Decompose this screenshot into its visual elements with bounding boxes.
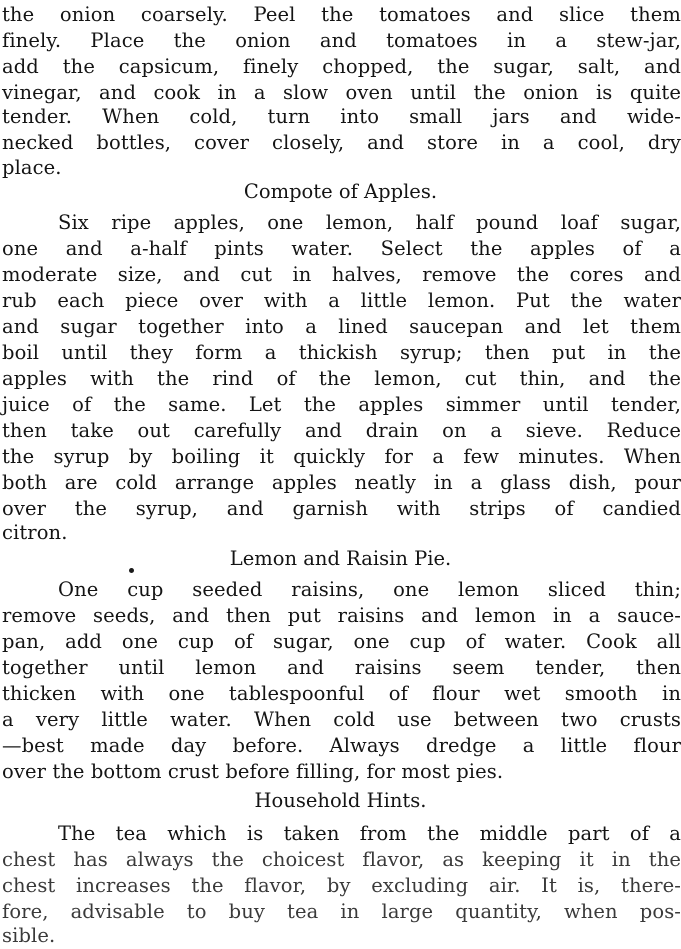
text-line: pan, add one cup of sugar, one cup of water. Cook all xyxy=(2,630,681,653)
section-heading: Compote of Apples. xyxy=(243,180,438,203)
text-line: the syrup by boiling it quickly for a few minutes. When xyxy=(2,445,681,468)
section-heading: Lemon and Raisin Pie. xyxy=(229,547,452,570)
text-line: add the capsicum, finely chopped, the sugar, salt, and xyxy=(2,55,681,78)
text-line: moderate size, and cut in halves, remove the cores and xyxy=(2,263,681,286)
text-line: and sugar together into a lined saucepan and let them xyxy=(2,315,681,338)
text-line: citron. xyxy=(2,521,68,544)
text-line: chest increases the flavor, by excluding air. It is, there- xyxy=(2,874,681,897)
ink-speck xyxy=(129,568,134,573)
text-line: apples with the rind of the lemon, cut thin, and the xyxy=(2,367,681,390)
text-line: sible. xyxy=(2,924,56,947)
text-line: Six ripe apples, one lemon, half pound loaf sugar, xyxy=(58,211,681,234)
text-line: juice of the same. Let the apples simmer until tender, xyxy=(2,393,681,416)
text-line: The tea which is taken from the middle part of a xyxy=(58,822,681,845)
text-line: necked bottles, cover closely, and store in a cool, dry xyxy=(2,131,681,154)
text-line: over the bottom crust before filling, for most pies. xyxy=(2,760,504,783)
text-line: together until lemon and raisins seem tender, then xyxy=(2,656,681,679)
text-line: chest has always the choicest flavor, as keeping it in the xyxy=(2,848,681,871)
text-line: remove seeds, and then put raisins and lemon in a sauce- xyxy=(2,604,681,627)
text-line: boil until they form a thickish syrup; then put in the xyxy=(2,341,681,364)
section-heading: Household Hints. xyxy=(254,789,427,812)
text-line: tender. When cold, turn into small jars and wide- xyxy=(2,105,681,128)
text-line: vinegar, and cook in a slow oven until the onion is quite xyxy=(2,81,681,104)
text-line: both are cold arrange apples neatly in a glass dish, pour xyxy=(2,471,681,494)
text-line: one and a-half pints water. Select the apples of a xyxy=(2,237,681,260)
text-line: One cup seeded raisins, one lemon sliced thin; xyxy=(58,578,681,601)
text-line: then take out carefully and drain on a sieve. Reduce xyxy=(2,419,681,442)
text-line: rub each piece over with a little lemon. Put the water xyxy=(2,289,681,312)
text-line: finely. Place the onion and tomatoes in a stew-jar, xyxy=(2,29,681,52)
text-line: the onion coarsely. Peel the tomatoes and slice them xyxy=(2,3,681,26)
text-line: over the syrup, and garnish with strips of candied xyxy=(2,497,681,520)
text-line: place. xyxy=(2,156,62,179)
text-line: fore, advisable to buy tea in large quantity, when pos- xyxy=(2,900,681,923)
text-line: —best made day before. Always dredge a little flour xyxy=(2,734,681,757)
text-line: thicken with one tablespoonful of flour wet smooth in xyxy=(2,682,681,705)
text-line: a very little water. When cold use between two crusts xyxy=(2,708,681,731)
